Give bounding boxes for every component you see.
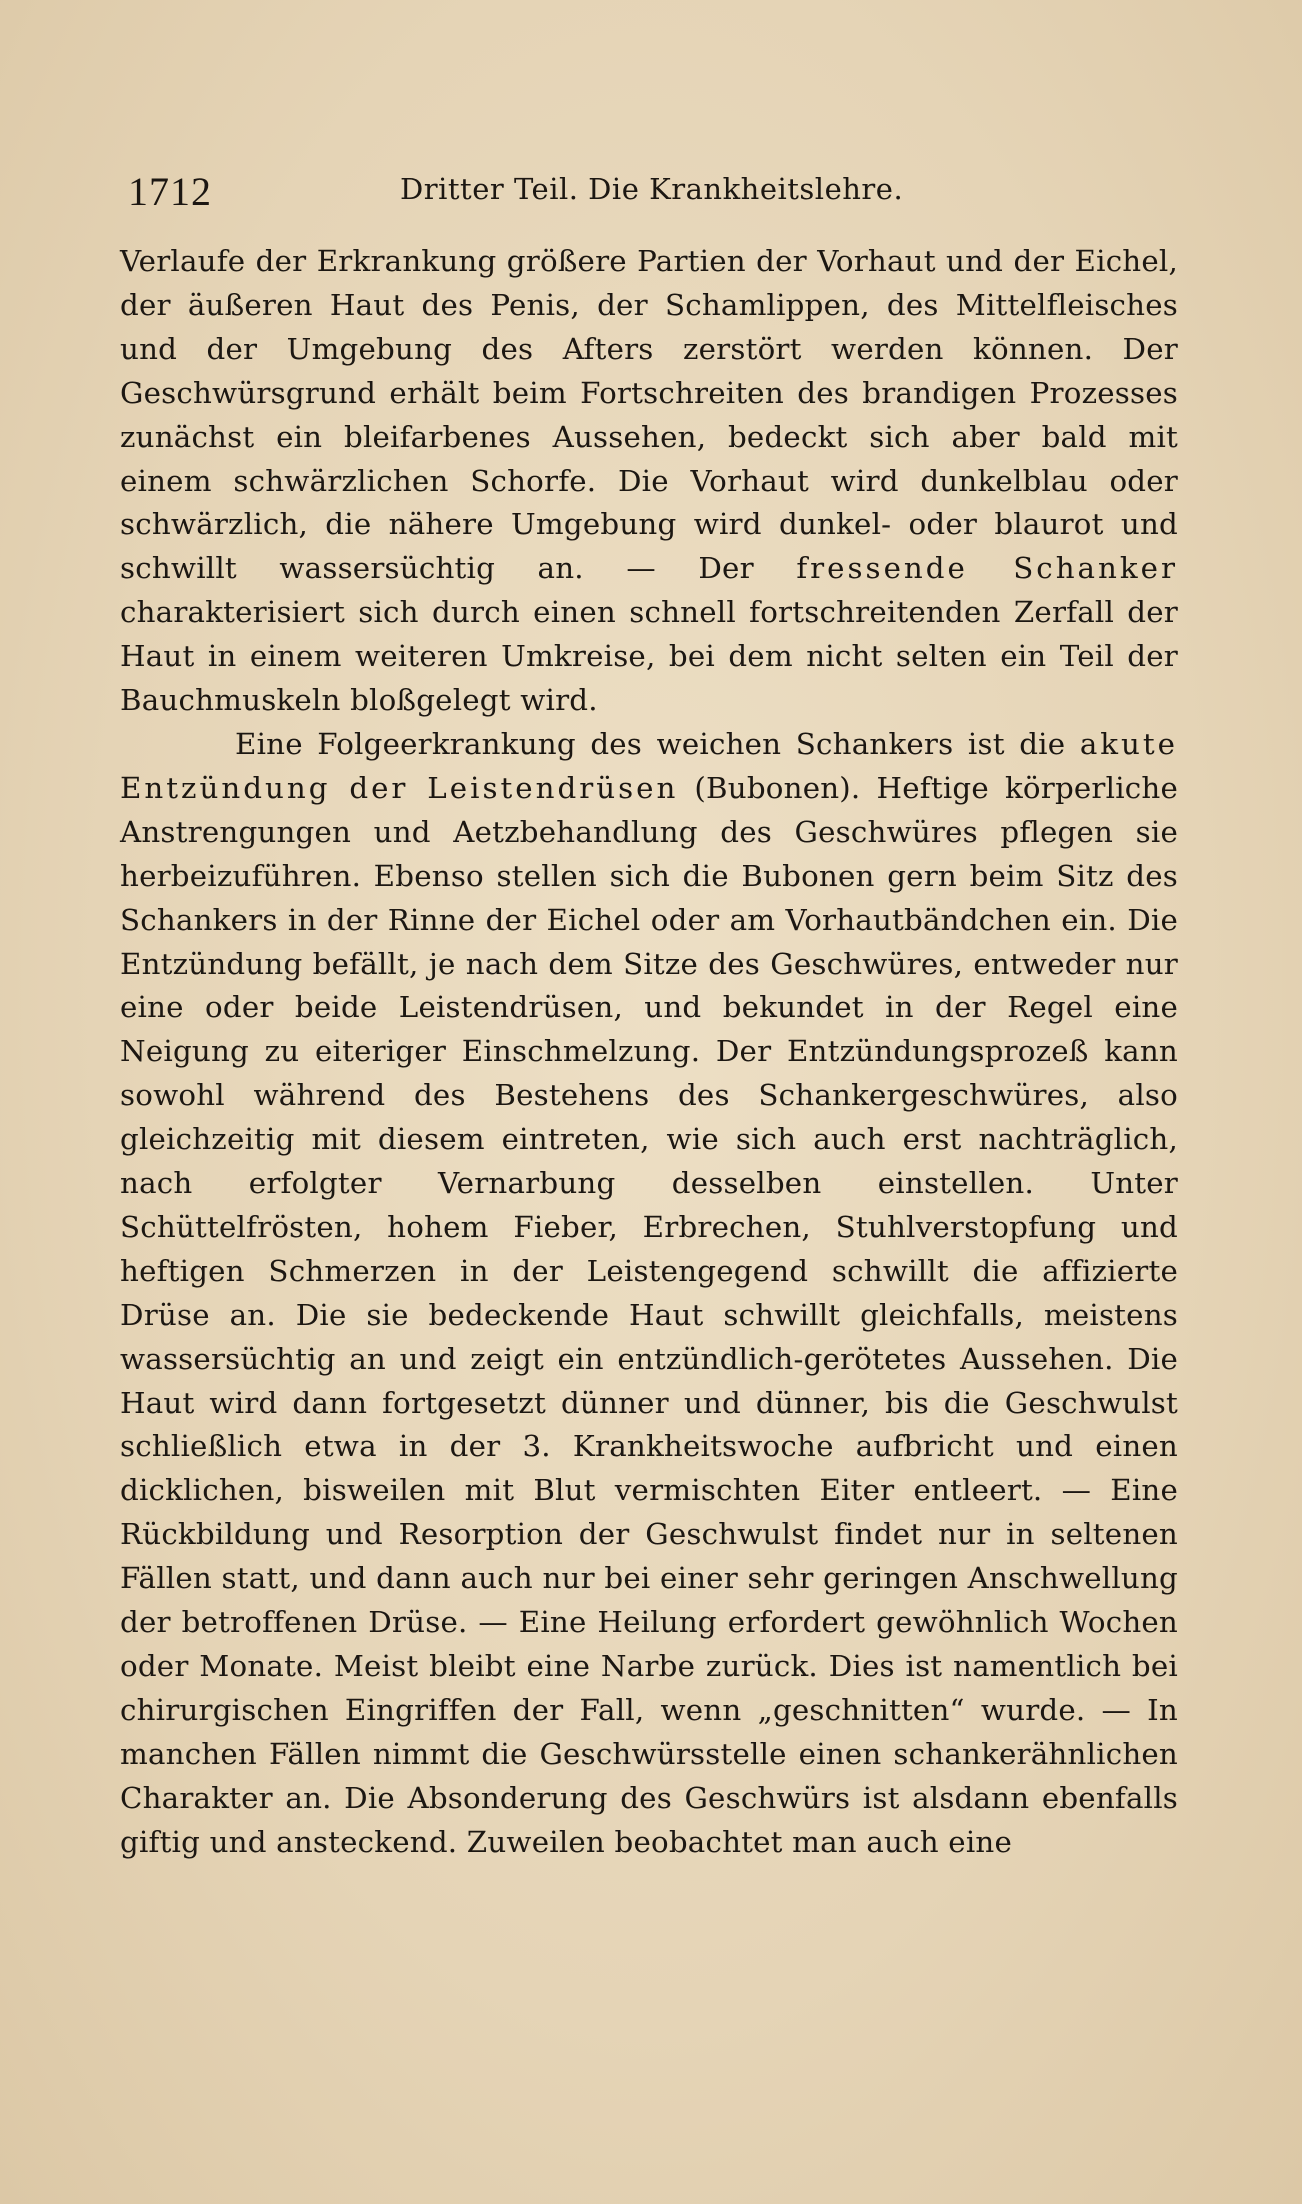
paragraph-2 [120,723,1178,1865]
paragraph-text: Eine Folgeerkrankung des weichen Schankers ist die [235,726,1066,761]
emphasized-term: fressende Schanker [796,551,1178,586]
running-head [120,160,1178,220]
body-text [120,240,1178,1865]
paragraph-text: (Bubonen). Heftige körperliche Anstrengungen und Aetzbehandlung des Geschwüres pflegen sie herbeizuführen. Ebenso stellen sich die Bubonen gern beim Sitz des Schankers in der Rinne der Eichel oder am Vorhautbändchen ein. Die Entzündung befällt, je nach dem Sitze des Geschwüres, entweder nur eine oder beide Leistendrüsen, und bekundet in der Regel eine Neigung zu eiteriger Einschmelzung. Der Entzündungsprozeß kann sowohl während des Bestehens des Schankergeschwüres, also gleichzeitig mit diesem eintreten, wie sich auch erst nachträglich, nach erfolgter Vernarbung desselben einstellen. Unter Schüttelfrösten, hohem Fieber, Erbrechen, Stuhlverstopfung und heftigen Schmerzen in der Leistengegend schwillt die affizierte Drüse an. Die sie bedeckende Haut schwillt gleichfalls, meistens wassersüchtig an und zeigt ein entzündlich-gerötetes Aussehen. Die Haut wird dann fortgesetzt dünner und dünner, bis die Geschwulst schließlich etwa in der 3. Krankheitswoche aufbricht und einen dicklichen, bisweilen mit Blut vermischten Eiter entleert. — Eine Rückbildung und Resorption der Geschwulst findet nur in seltenen Fällen statt, und dann auch nur bei einer sehr geringen Anschwellung der betroffenen Drüse. — Eine Heilung erfordert gewöhnlich Wochen oder Monate. Meist bleibt eine Narbe zurück. Dies ist namentlich bei chirurgischen Eingriffen der Fall, wenn „geschnitten“ wurde. — In manchen Fällen nimmt die Geschwürsstelle einen schankerähnlichen Charakter an. Die Absonderung des Geschwürs ist alsdann ebenfalls giftig und ansteckend. Zuweilen beobachtet man auch eine [120,770,1178,1859]
book-page [120,160,1178,1865]
running-title: Dritter Teil. Die Krankheitslehre. [400,172,904,206]
paragraph-text: Verlaufe der Erkrankung größere Partien der Vorhaut und der Eichel, der äußeren Haut des Penis, der Schamlippen, des Mittelfleisches und der Umgebung des Afters zerstört werden können. Der Geschwürsgrund erhält beim Fortschreiten des brandigen Prozesses zunächst ein bleifarbenes Aussehen, bedeckt sich aber bald mit einem schwärzlichen Schorfe. Die Vorhaut wird dunkelblau oder schwärzlich, die nähere Umgebung wird dunkel- oder blaurot und schwillt wassersüchtig an. — Der [120,244,1178,586]
paragraph-1 [120,240,1178,723]
emphasized-term: akute Entzündung der Leistendrüsen [120,726,1179,805]
paragraph-text: charakterisiert sich durch einen schnell fortschreitenden Zerfall der Haut in einem weiteren Umkreise, bei dem nicht selten ein Teil der Bauchmuskeln bloßgelegt wird. [120,595,1178,718]
page-number: 1712 [128,169,212,214]
